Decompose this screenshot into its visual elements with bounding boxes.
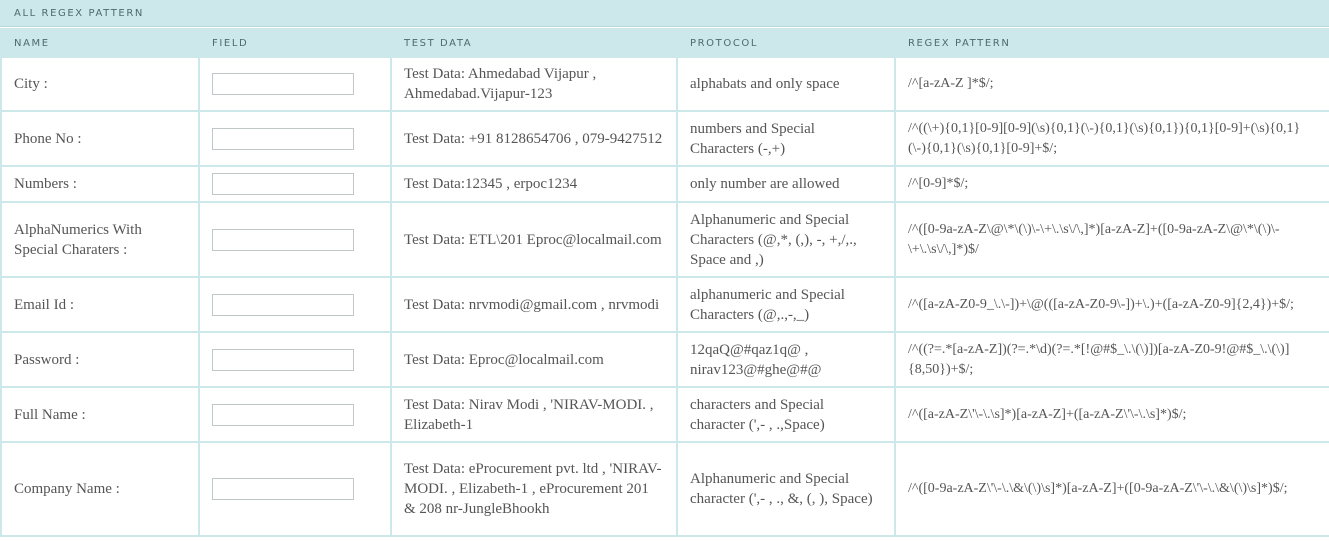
row-protocol: characters and Special character (',- , .,Space) — [678, 388, 894, 441]
row-test-data: Test Data: Ahmedabad Vijapur , Ahmedabad.Vijapur-123 — [392, 58, 676, 110]
table-row — [2, 58, 1329, 110]
row-name: Password : — [2, 333, 198, 386]
row-name: City : — [2, 58, 198, 110]
col-header-field: FIELD — [200, 30, 390, 56]
table-row — [2, 388, 1329, 441]
row-name: Numbers : — [2, 167, 198, 201]
row-protocol: alphanumeric and Special Characters (@,.,-,_) — [678, 278, 894, 331]
field-cell — [200, 203, 390, 276]
field-cell — [200, 112, 390, 165]
col-header-test-data: TEST DATA — [392, 30, 676, 56]
row-regex: /^([0-9a-zA-Z\@\*\(\)\-\+\.\s\/\,]*)[a-zA-Z]+([0-9a-zA-Z\@\*\(\)\-\+\.\s\/\,]*)$/ — [896, 203, 1329, 276]
row-name: Full Name : — [2, 388, 198, 441]
password-input[interactable] — [212, 349, 354, 371]
header-row — [2, 30, 1329, 56]
numbers-input[interactable] — [212, 173, 354, 195]
alphanumeric-input[interactable] — [212, 229, 354, 251]
table-row — [2, 112, 1329, 165]
row-protocol: alphabats and only space — [678, 58, 894, 110]
row-protocol: numbers and Special Characters (-,+) — [678, 112, 894, 165]
row-regex: /^([0-9a-zA-Z\'\-\.\&\(\)\s]*)[a-zA-Z]+([0-9a-zA-Z\'\-\.\&\(\)\s]*)$/; — [896, 443, 1329, 535]
row-test-data: Test Data:12345 , erpoc1234 — [392, 167, 676, 201]
row-regex: /^((\+){0,1}[0-9][0-9](\s){0,1}(\-){0,1}(\s){0,1}){0,1}[0-9]+(\s){0,1}(\-){0,1}(\s){0,1}[0-9]+$/; — [896, 112, 1329, 165]
regex-table — [0, 28, 1329, 537]
field-cell — [200, 388, 390, 441]
row-regex: /^((?=.*[a-zA-Z])(?=.*\d)(?=.*[!@#$_\.\(\)])[a-zA-Z0-9!@#$_\.\(\)]{8,50})+$/; — [896, 333, 1329, 386]
row-test-data: Test Data: Nirav Modi , 'NIRAV-MODI. , Elizabeth-1 — [392, 388, 676, 441]
row-test-data: Test Data: Eproc@localmail.com — [392, 333, 676, 386]
row-regex: /^[a-zA-Z ]*$/; — [896, 58, 1329, 110]
full-name-input[interactable] — [212, 404, 354, 426]
table-row — [2, 278, 1329, 331]
section-title: ALL REGEX PATTERN — [0, 0, 1329, 27]
table-row — [2, 333, 1329, 386]
col-header-protocol: PROTOCOL — [678, 30, 894, 56]
table-row — [2, 203, 1329, 276]
email-input[interactable] — [212, 294, 354, 316]
field-cell — [200, 167, 390, 201]
table-row — [2, 167, 1329, 201]
row-name: Company Name : — [2, 443, 198, 535]
row-protocol: Alphanumeric and Special character (',- , ., &, (, ), Space) — [678, 443, 894, 535]
row-test-data: Test Data: eProcurement pvt. ltd , 'NIRAV-MODI. , Elizabeth-1 , eProcurement 201 & 208 nr-JungleBhookh — [392, 443, 676, 535]
table-row — [2, 443, 1329, 535]
row-regex: /^([a-zA-Z0-9_\.\-])+\@(([a-zA-Z0-9\-])+\.)+([a-zA-Z0-9]{2,4})+$/; — [896, 278, 1329, 331]
field-cell — [200, 278, 390, 331]
phone-input[interactable] — [212, 128, 354, 150]
row-name: Phone No : — [2, 112, 198, 165]
col-header-name: NAME — [2, 30, 198, 56]
row-regex: /^[0-9]*$/; — [896, 167, 1329, 201]
field-cell — [200, 443, 390, 535]
company-name-input[interactable] — [212, 478, 354, 500]
city-input[interactable] — [212, 73, 354, 95]
row-protocol: only number are allowed — [678, 167, 894, 201]
row-test-data: Test Data: ETL\201 Eproc@localmail.com — [392, 203, 676, 276]
row-regex: /^([a-zA-Z\'\-\.\s]*)[a-zA-Z]+([a-zA-Z\'\-\.\s]*)$/; — [896, 388, 1329, 441]
field-cell — [200, 333, 390, 386]
row-test-data: Test Data: +91 8128654706 , 079-9427512 — [392, 112, 676, 165]
row-name: AlphaNumerics With Special Charaters : — [2, 203, 198, 276]
row-protocol: 12qaQ@#qaz1q@ , nirav123@#ghe@#@ — [678, 333, 894, 386]
field-cell — [200, 58, 390, 110]
col-header-regex: REGEX PATTERN — [896, 30, 1329, 56]
row-name: Email Id : — [2, 278, 198, 331]
row-protocol: Alphanumeric and Special Characters (@,*, (,), -, +,/,., Space and ,) — [678, 203, 894, 276]
row-test-data: Test Data: nrvmodi@gmail.com , nrvmodi — [392, 278, 676, 331]
